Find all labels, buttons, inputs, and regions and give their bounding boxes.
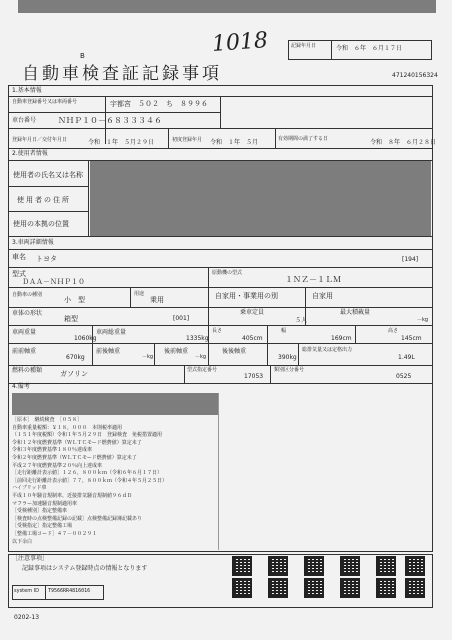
max-load-value: －kg	[417, 317, 429, 323]
note-line: ［原本］ 継続検査 ［０５８］	[12, 417, 83, 423]
note-line: ［受検種別］指定整備車	[12, 508, 68, 515]
redaction-user	[90, 161, 431, 236]
model-value: ＤＡＡ－ＮＨＰ１０	[22, 278, 85, 286]
note-line: ［前回走行距離計表示値］７７，８００ｋｍ（令和４年５月２５日）	[12, 477, 168, 484]
qr-code-3	[268, 556, 288, 576]
handwritten-number: 1018	[211, 28, 269, 57]
vehicle-type-label: 自動車の種別	[12, 292, 43, 298]
qr-code-7	[340, 556, 360, 576]
designation-value: 17053	[244, 373, 264, 380]
first-reg-label: 登録年月日／交付年月日	[12, 137, 68, 143]
first-year-value: 令和 １年 ５月	[210, 139, 259, 146]
engine-value: １ＮＺ－１ＬＭ	[285, 275, 341, 284]
note-line: 令和１２年度燃費基準（ＷＬＴＣモード燃費値）算定未了	[12, 439, 142, 446]
use-value: 乗用	[150, 296, 164, 304]
length-value: 405cm	[242, 335, 263, 342]
first-year-label: 初度登録年月	[172, 137, 203, 143]
qr-code-11	[405, 556, 425, 576]
chassis-label: 車台番号	[12, 117, 37, 124]
letter-b: B	[80, 52, 85, 60]
rear-front-axle-label: 後前軸重	[164, 348, 189, 355]
note-line: 平成１０年騒音規制車、近接排気騒音規制値９６ｄＢ	[12, 492, 133, 499]
document-title: 自動車検査証記録事項	[22, 64, 222, 84]
first-reg-value: 令和 １年 ５月２９日	[88, 139, 155, 146]
displacement-label: 総排気量又は定格出力	[302, 347, 353, 353]
footer-text: 記録事項はシステム登録時点の情報となります	[22, 565, 148, 572]
qr-code-1	[232, 556, 252, 576]
section-basic: 1.基本情報	[12, 87, 42, 94]
rear-rear-axle-value: 390kg	[278, 354, 297, 361]
note-line: 平成２７年度燃費基準２０％向上達成車	[12, 462, 103, 469]
front-rear-axle-label: 前後軸重	[96, 348, 121, 355]
qr-code-8	[340, 578, 360, 598]
width-value: 169cm	[331, 335, 352, 342]
qr-code-6	[304, 578, 324, 598]
user-address-label: 使用者の住所	[17, 196, 71, 204]
maker-code: [194]	[402, 256, 419, 263]
note-line: 自動車重量税額：￥１８，０００ 本則税率適用	[12, 424, 123, 431]
purpose-value: 自家用	[312, 292, 333, 300]
redaction-notes	[12, 393, 218, 415]
gross-weight-label: 車両総重量	[96, 329, 127, 336]
qr-code-2	[232, 578, 252, 598]
record-date-label: 記録年月日	[291, 43, 317, 49]
section-user: 2.使用者情報	[12, 150, 48, 157]
capacity-value: ５人	[295, 317, 308, 324]
vehicle-type-value: 小 型	[64, 296, 85, 304]
category-label: 類別区分番号	[274, 367, 305, 373]
base-location-label: 使用の本拠の位置	[13, 220, 69, 228]
model-label: 型式	[12, 270, 26, 278]
notes-list	[12, 417, 212, 546]
reg-no-value: 宇都宮 ５０２ ち ８９９６	[110, 100, 208, 108]
purpose-label: 自家用・事業用の別	[215, 292, 278, 300]
body-shape-value: 箱型	[64, 315, 78, 323]
record-date-value: 令和 ６年 ６月１７日	[336, 45, 403, 52]
system-id-label: system ID	[14, 588, 39, 594]
footer-title: ［注意事項］	[12, 555, 49, 562]
chassis-value: ＮＨＰ１０－６８３３３４６	[58, 116, 162, 125]
note-line: ［受検指定］指定整備工場	[12, 523, 73, 530]
body-shape-code: [001]	[173, 315, 190, 322]
redaction-top	[18, 0, 436, 13]
height-label: 高さ	[388, 328, 399, 334]
note-line: ［検査時の点検整備記録の記載］点検整備記録簿記載あり	[12, 515, 143, 522]
note-line: 令和３年度燃費基準１８０％達成車	[12, 447, 93, 454]
system-id-value: T9566RR4816016	[48, 588, 91, 594]
qr-code-9	[376, 556, 396, 576]
note-line: ［整備工場コード］４７－００２９１	[12, 530, 98, 537]
category-value: 0525	[396, 373, 412, 380]
rear-rear-axle-label: 後後軸重	[222, 348, 247, 355]
weight-label: 車両重量	[12, 329, 37, 336]
qr-code-4	[268, 578, 288, 598]
max-load-label: 最大積載量	[340, 309, 371, 316]
qr-code-5	[304, 556, 324, 576]
width-label: 幅	[281, 328, 287, 334]
fuel-value: ガソリン	[60, 370, 88, 378]
engine-label: 原動機の型式	[212, 270, 243, 276]
weight-value: 1060kg	[74, 335, 97, 342]
qr-code-12	[405, 578, 425, 598]
front-front-axle-value: 670kg	[66, 354, 85, 361]
reg-no-label: 自動車登録番号又は車両番号	[12, 99, 78, 105]
gross-weight-value: 1335kg	[186, 335, 209, 342]
rear-front-axle-value: －kg	[195, 354, 207, 360]
qr-code-10	[376, 578, 396, 598]
note-line: ［走行距離計表示値］１２６，８００ｋｍ（令和６年６月１７日）	[12, 470, 163, 477]
fuel-label: 燃料の種類	[12, 367, 43, 374]
capacity-label: 乗車定員	[240, 309, 265, 316]
front-rear-axle-value: －kg	[142, 354, 154, 360]
user-name-label: 使用者の氏名又は名称	[13, 171, 83, 179]
designation-label: 型式指定番号	[187, 367, 218, 373]
section-notes: 4.備考	[12, 383, 30, 390]
use-label: 用途	[134, 291, 145, 297]
front-front-axle-label: 前前軸重	[12, 348, 37, 355]
document-number: 471240156324	[392, 72, 438, 79]
expiry-label: 有効期間の満了する日	[278, 136, 329, 142]
maker-label: 車名	[12, 253, 26, 261]
displacement-value: 1.49L	[398, 354, 415, 361]
body-shape-label: 車体の形状	[12, 310, 43, 317]
note-line: 以下余白	[12, 538, 33, 545]
section-vehicle: 3.車両詳細情報	[12, 239, 54, 246]
note-line: マフラー加速騒音規制適用車	[12, 500, 78, 507]
note-line: 令和２年度燃費基準（ＷＬＴＣモード燃費値）算定未了	[12, 454, 137, 461]
length-label: 長さ	[212, 328, 223, 334]
maker-value: トヨタ	[36, 255, 57, 263]
note-line: ハイブリッド車	[12, 485, 47, 492]
expiry-value: 令和 ８年 ６月２８日	[370, 139, 437, 146]
height-value: 145cm	[401, 335, 422, 342]
form-code: 0202-13	[14, 614, 40, 621]
note-line: （１５１年度税額）令和１年５月２９日 登録検査 免税措置適用	[12, 432, 163, 439]
